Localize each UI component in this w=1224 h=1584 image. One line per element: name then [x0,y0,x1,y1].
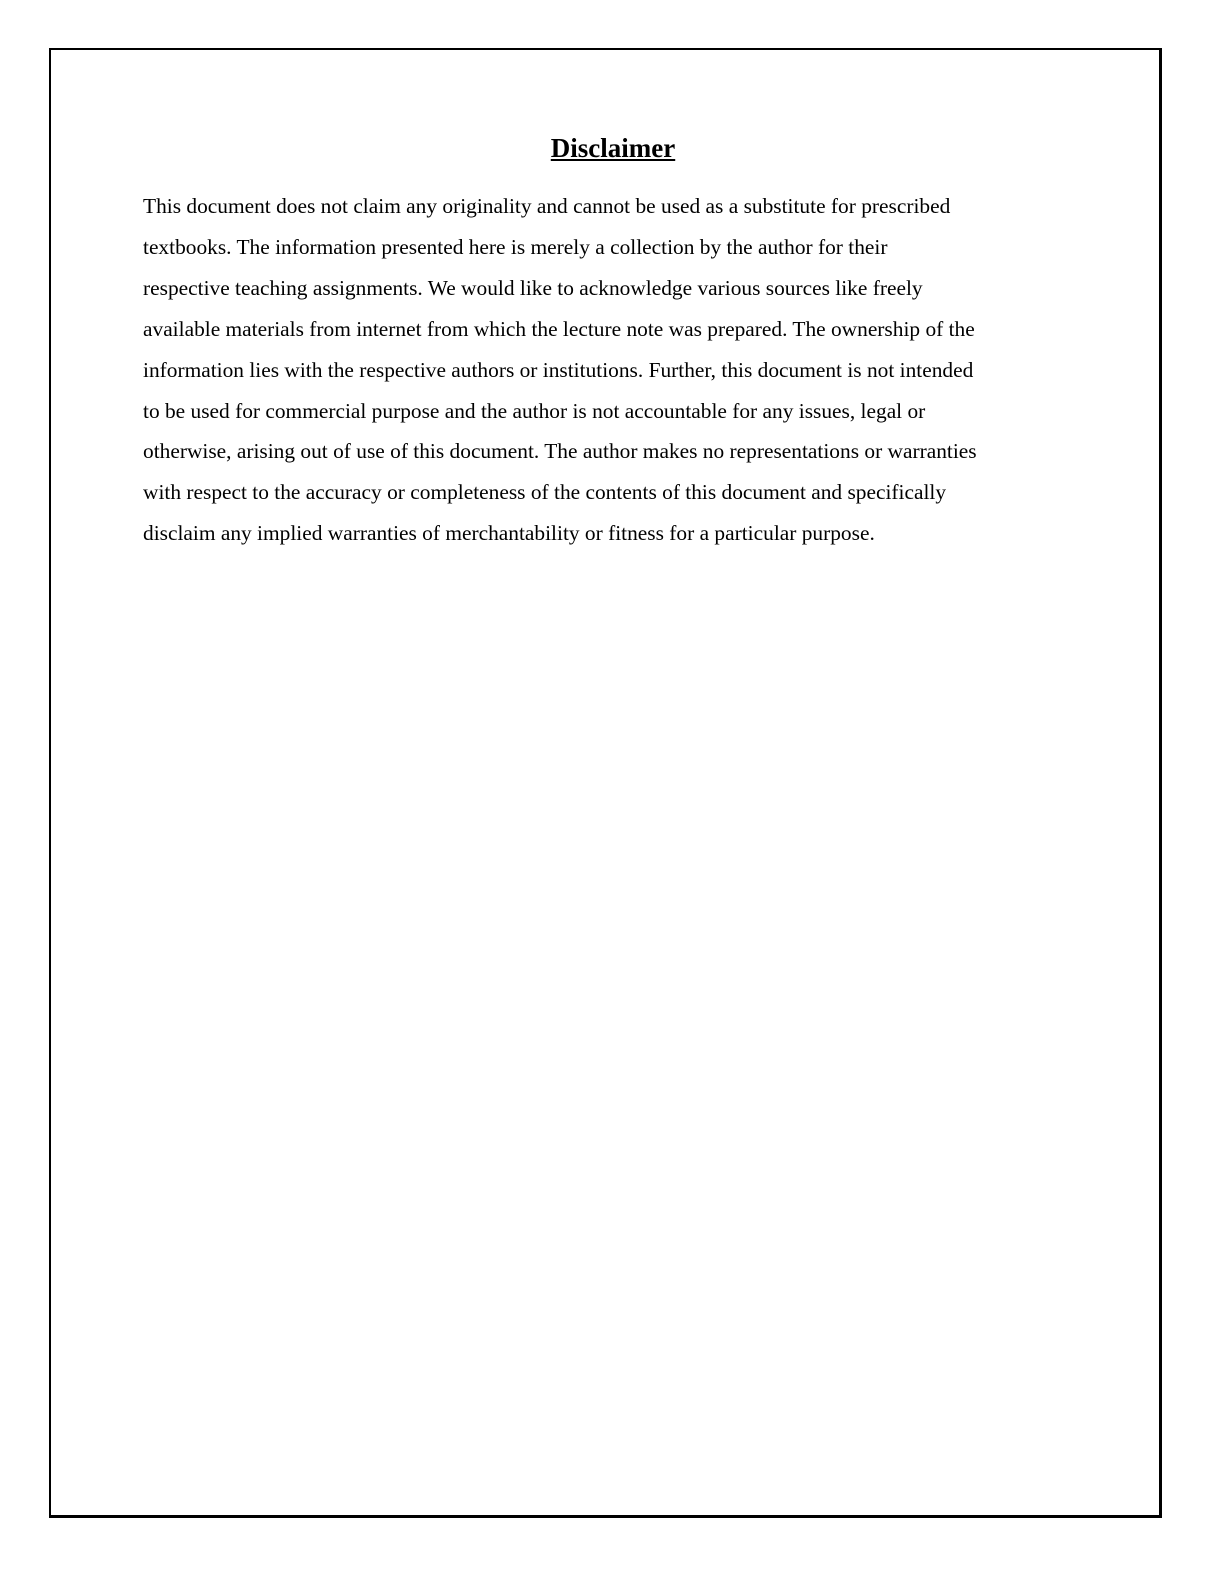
paragraph-line: otherwise, arising out of use of this document. The author makes no representations or warranties [143,439,977,464]
paragraph-line: to be used for commercial purpose and the author is not accountable for any issues, legal or [143,398,926,423]
paragraph-line: This document does not claim any originality and cannot be used as a substitute for prescribed [143,194,951,218]
paragraph-line: available materials from internet from which the lecture note was prepared. The ownership of the [143,316,975,341]
disclaimer-section [143,130,1083,554]
paragraph-line: information lies with the respective authors or institutions. Further, this document is not intended [143,357,974,382]
paragraph-line: respective teaching assignments. We would like to acknowledge various sources like freely [143,275,923,300]
paragraph-line: with respect to the accuracy or completeness of the contents of this document and specifically [143,480,947,505]
paragraph-line: textbooks. The information presented here is merely a collection by the author for their [143,234,888,259]
page-title: Disclaimer [550,133,676,163]
paragraph-line: disclaim any implied warranties of merchantability or fitness for a particular purpose. [143,521,875,546]
disclaimer-paragraph [143,186,1083,554]
